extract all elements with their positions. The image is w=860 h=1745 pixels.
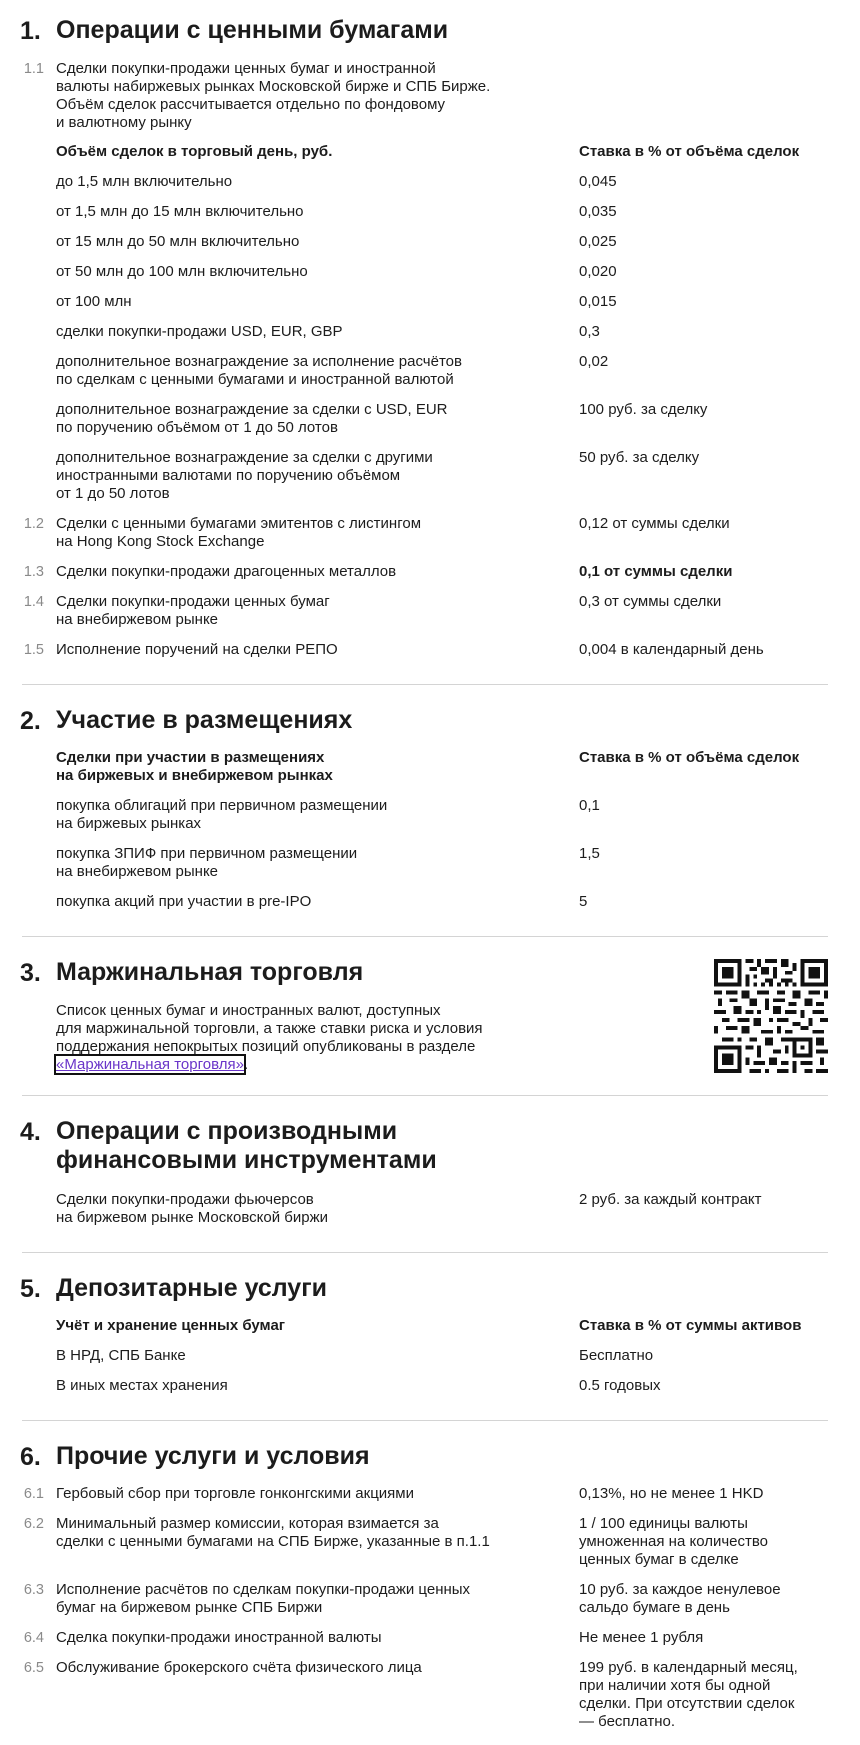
section-title: Операции с ценными бумагами	[56, 16, 449, 44]
row-label: дополнительное вознаграждение за сделки с другими иностранными валютами по поручению объёмом от 1 до 50 лотов	[56, 449, 433, 502]
row-label: до 1,5 млн включительно	[56, 173, 233, 190]
section-title: Депозитарные услуги	[56, 1274, 327, 1302]
row-label: Сделки покупки-продажи ценных бумаг на внебиржевом рынке	[56, 593, 330, 628]
row-value: 199 руб. в календарный месяц, при наличии хотя бы одной сделки. При отсутствии сделок — бесплатно.	[579, 1659, 798, 1730]
row-value: 1,5	[579, 845, 600, 862]
description-text: Список ценных бумаг и иностранных валют, доступных для маржинальной торговли, а также ставки риска и условия поддержания непокрытых позиций опубликованы в разделе	[56, 1002, 483, 1055]
row-value: 10 руб. за каждое ненулевое сальдо бумаге в день	[579, 1581, 781, 1616]
section-divider	[22, 684, 828, 685]
row-number: 1.3	[23, 564, 44, 580]
row-value: 0,004 в календарный день	[579, 641, 764, 658]
row-description: Сделки покупки-продажи ценных бумаг и иностранной валюты набиржевых рынках Московской бирже и СПБ Бирже. Объём сделок рассчитывается отдельно по фондовому и валютному рынку	[56, 60, 491, 131]
section-number: 2.	[20, 707, 41, 735]
row-label: Исполнение расчётов по сделкам покупки-продажи ценных бумаг на биржевом рынке СПБ Биржи	[56, 1581, 471, 1616]
column-header-rate: Ставка в % от суммы активов	[579, 1317, 802, 1334]
row-value: 0,045	[579, 173, 617, 190]
row-value: 0,1	[579, 797, 600, 814]
row-value: 0,035	[579, 203, 617, 220]
row-value: Бесплатно	[579, 1347, 654, 1364]
section-number: 3.	[20, 959, 41, 987]
row-label: дополнительное вознаграждение за исполнение расчётов по сделкам с ценными бумагами и иностранной валютой	[56, 353, 462, 388]
row-label: от 1,5 млн до 15 млн включительно	[56, 203, 304, 220]
row-number: 1.1	[23, 61, 44, 77]
row-number: 6.1	[23, 1486, 44, 1502]
section-divider	[22, 1252, 828, 1253]
row-value: 0.5 годовых	[579, 1377, 661, 1394]
row-label: Гербовый сбор при торговле гонконгскими акциями	[56, 1485, 415, 1502]
row-value: 0,020	[579, 263, 617, 280]
row-label: покупка ЗПИФ при первичном размещении на внебиржевом рынке	[56, 845, 358, 880]
row-value: 0,13%, но не менее 1 HKD	[579, 1485, 764, 1502]
row-number: 6.4	[23, 1630, 44, 1646]
row-label: Сделки покупки-продажи фьючерсов на биржевом рынке Московской биржи	[56, 1191, 328, 1226]
row-label: В НРД, СПБ Банке	[56, 1347, 186, 1364]
section-title: Маржинальная торговля	[56, 958, 364, 986]
margin-trading-link[interactable]: «Маржинальная торговля»	[56, 1056, 244, 1073]
row-value: 0,3 от суммы сделки	[579, 593, 722, 610]
section-divider	[22, 1095, 828, 1096]
row-value: 0,12 от суммы сделки	[579, 515, 730, 532]
row-number: 6.3	[23, 1582, 44, 1598]
row-number: 1.2	[23, 516, 44, 532]
row-value: 50 руб. за сделку	[579, 449, 700, 466]
section-title: Прочие услуги и условия	[56, 1442, 370, 1470]
row-value: 100 руб. за сделку	[579, 401, 708, 418]
row-value: 0,025	[579, 233, 617, 250]
row-label: Сделки с ценными бумагами эмитентов с листингом на Hong Kong Stock Exchange	[56, 515, 422, 550]
row-label: покупка акций при участии в pre-IPO	[56, 893, 312, 910]
row-value: 1 / 100 единицы валюты умноженная на количество ценных бумаг в сделке	[579, 1515, 769, 1568]
row-value: 0,015	[579, 293, 617, 310]
row-label: Сделки покупки-продажи драгоценных металлов	[56, 563, 397, 580]
qr-code-icon	[714, 959, 828, 1073]
row-value: 5	[579, 893, 588, 910]
row-value: 2 руб. за каждый контракт	[579, 1191, 762, 1208]
section-number: 6.	[20, 1443, 41, 1471]
row-value: 0,02	[579, 353, 609, 370]
link-trailing-punct: .	[243, 1056, 249, 1073]
row-value: 0,3	[579, 323, 600, 340]
section-number: 4.	[20, 1118, 41, 1146]
row-label: от 100 млн	[56, 293, 132, 310]
row-label: Сделка покупки-продажи иностранной валюты	[56, 1629, 382, 1646]
column-header-rate: Ставка в % от объёма сделок	[579, 749, 800, 766]
row-number: 1.5	[23, 642, 44, 658]
row-label: от 15 млн до 50 млн включительно	[56, 233, 300, 250]
column-header-rate: Ставка в % от объёма сделок	[579, 143, 800, 160]
row-value: Не менее 1 рубля	[579, 1629, 704, 1646]
row-label: дополнительное вознаграждение за сделки с USD, EUR по поручению объёмом от 1 до 50 лотов	[56, 401, 448, 436]
row-label: покупка облигаций при первичном размещении на биржевых рынках	[56, 797, 388, 832]
section-title: Участие в размещениях	[56, 706, 353, 734]
section-title: Операции с производными финансовыми инструментами	[56, 1117, 437, 1174]
row-number: 6.5	[23, 1660, 44, 1676]
section-number: 1.	[20, 17, 41, 45]
row-number: 1.4	[23, 594, 44, 610]
row-label: Обслуживание брокерского счёта физического лица	[56, 1659, 422, 1676]
row-label: от 50 млн до 100 млн включительно	[56, 263, 308, 280]
column-header-storage: Учёт и хранение ценных бумаг	[56, 1317, 286, 1334]
row-label: В иных местах хранения	[56, 1377, 228, 1394]
margin-trading-description	[56, 1002, 576, 1074]
section-number: 5.	[20, 1275, 41, 1303]
column-header-volume: Объём сделок в торговый день, руб.	[56, 143, 333, 160]
row-number: 6.2	[23, 1516, 44, 1532]
column-header-placement: Сделки при участии в размещениях на биржевых и внебиржевом рынках	[56, 749, 333, 784]
row-label: Минимальный размер комиссии, которая взимается за сделки с ценными бумагами на СПБ Бирже, указанные в п.1.1	[56, 1515, 490, 1550]
row-label: Исполнение поручений на сделки РЕПО	[56, 641, 338, 658]
section-divider	[22, 1420, 828, 1421]
section-divider	[22, 936, 828, 937]
row-value: 0,1 от суммы сделки	[579, 563, 733, 580]
row-label: сделки покупки-продажи USD, EUR, GBP	[56, 323, 343, 340]
